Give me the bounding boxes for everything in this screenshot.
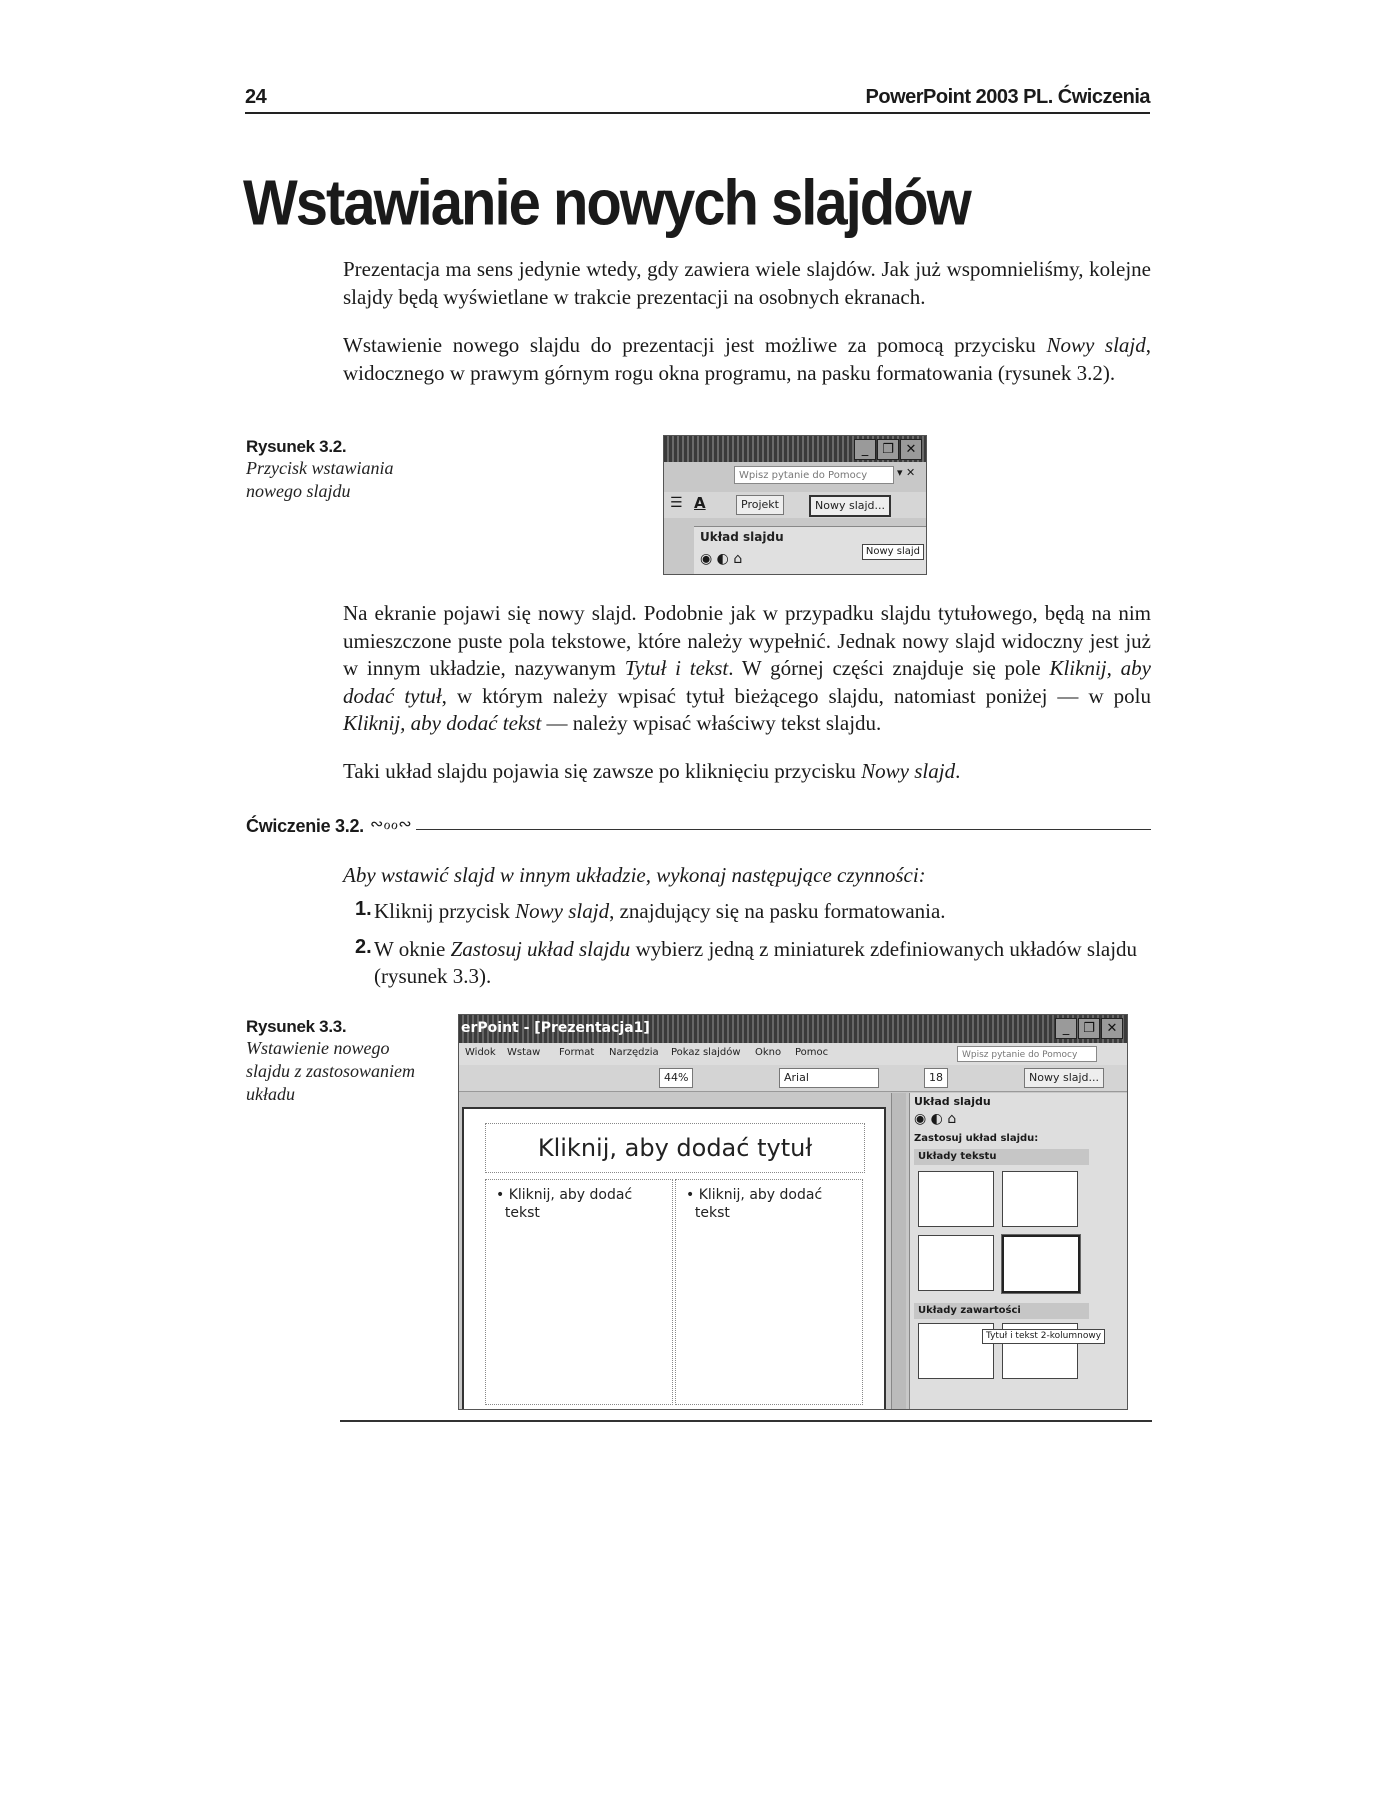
layout-thumb-title[interactable] — [918, 1171, 994, 1227]
pane-nav-icons[interactable]: ◉ ◐ ⌂ — [700, 551, 743, 567]
exercise-heading — [246, 816, 1151, 836]
layout-thumb-title-only[interactable] — [1002, 1171, 1078, 1227]
page-number: 24 — [245, 86, 267, 108]
layout-thumb-two-column[interactable] — [1002, 1235, 1080, 1293]
tooltip: Tytuł i tekst 2-kolumnowy — [982, 1329, 1105, 1344]
chapter-title: Wstawianie nowych slajdów — [243, 167, 970, 239]
toolbar — [459, 1065, 1127, 1092]
paragraph-4: Taki układ slajdu pojawia się zawsze po kliknięciu przycisku Nowy slajd. — [343, 759, 961, 783]
exercise-intro: Aby wstawić slajd w innym układzie, wykonaj następujące czynności: — [343, 863, 926, 887]
close-icon[interactable]: ✕ — [1101, 1018, 1123, 1039]
dropdown-arrow-icon[interactable]: ▾ ✕ — [897, 466, 916, 479]
exercise-steps — [355, 898, 1151, 1001]
menu-item-view[interactable]: Widok — [465, 1047, 496, 1058]
ornament-icon: ∾ℴℴ∾ — [366, 814, 416, 834]
menu-item-window[interactable]: Okno — [755, 1047, 782, 1058]
task-pane-title: Układ slajdu — [700, 530, 784, 544]
figure-3-3-caption: Wstawienie nowego slajdu z zastosowaniem układu — [246, 1038, 416, 1104]
paragraph-1: Prezentacja ma sens jedynie wtedy, gdy zawiera wiele slajdów. Jak już wspomnieliśmy, kolejne slajdy będą wyświetlane w trakcie prezentacji na osobnych ekranach. — [343, 257, 1151, 309]
step-2: 2. W oknie Zastosuj układ slajdu wybierz jedną z miniaturek zdefiniowanych układów slajdu (rysunek 3.3). — [355, 935, 1138, 988]
new-slide-button[interactable]: Nowy slajd... — [809, 495, 891, 517]
font-select[interactable]: Arial — [779, 1068, 879, 1088]
task-pane-title: Układ slajdu — [914, 1095, 991, 1108]
menu-item-tools[interactable]: Narzędzia — [609, 1047, 659, 1058]
figure-3-3-label: Rysunek 3.3. Wstawienie nowego slajdu z zastosowaniem układu — [246, 1017, 426, 1106]
layout-thumb-title-text[interactable] — [918, 1235, 994, 1291]
figure-3-2-label: Rysunek 3.2. Przycisk wstawiania nowego slajdu — [246, 437, 426, 503]
figure-3-2-caption: Przycisk wstawiania nowego slajdu — [246, 458, 394, 501]
window-titlebar — [664, 436, 926, 462]
new-slide-button[interactable]: Nowy slajd... — [1024, 1068, 1104, 1088]
window-title: erPoint - [Prezentacja1] — [461, 1020, 650, 1036]
vertical-scrollbar[interactable] — [891, 1093, 906, 1409]
font-size-select[interactable]: 18 — [924, 1068, 948, 1088]
close-icon[interactable]: ✕ — [900, 439, 922, 460]
slide-left-column-placeholder[interactable]: • Kliknij, aby dodać tekst — [485, 1179, 673, 1405]
text-layouts-group: Układy tekstu — [914, 1149, 1089, 1165]
slide-title-placeholder[interactable]: Kliknij, aby dodać tytuł — [485, 1123, 865, 1173]
minimize-icon[interactable]: _ — [1055, 1018, 1077, 1039]
design-button[interactable]: Projekt — [736, 495, 784, 515]
minimize-icon[interactable]: _ — [854, 439, 876, 460]
formatting-toolbar — [664, 492, 926, 518]
font-color-icon[interactable]: A — [694, 494, 706, 512]
content-layouts-group: Układy zawartości — [914, 1303, 1089, 1319]
paragraph-2: Wstawienie nowego slajdu do prezentacji jest możliwe za pomocą przycisku Nowy slajd, widocznego w prawym górnym rogu okna programu, na pasku formatowania (rysunek 3.2). — [343, 333, 1151, 385]
apply-layout-label: Zastosuj układ slajdu: — [914, 1133, 1039, 1144]
help-search-input[interactable]: Wpisz pytanie do Pomocy — [957, 1046, 1097, 1062]
bottom-divider — [340, 1420, 1152, 1422]
tooltip: Nowy slajd — [862, 544, 924, 560]
restore-icon[interactable]: ❐ — [1078, 1018, 1100, 1039]
slide-layout-task-pane — [909, 1093, 1127, 1409]
menu-item-help[interactable]: Pomoc — [795, 1047, 829, 1058]
slide-right-column-placeholder[interactable]: • Kliknij, aby dodać tekst — [675, 1179, 863, 1405]
menu-item-insert[interactable]: Wstaw — [507, 1047, 541, 1058]
list-icon[interactable]: ☰ — [670, 495, 683, 511]
slide-canvas — [462, 1107, 886, 1410]
window-titlebar — [459, 1015, 1127, 1043]
zoom-select[interactable]: 44% — [659, 1068, 693, 1088]
menu-item-format[interactable]: Format — [559, 1047, 595, 1058]
step-1: 1. Kliknij przycisk Nowy slajd, znajdujący się na pasku formatowania. — [355, 898, 946, 923]
figure-3-3-screenshot — [458, 1014, 1128, 1410]
paragraph-3: Na ekranie pojawi się nowy slajd. Podobnie jak w przypadku slajdu tytułowego, będą na nim umieszczone puste pola tekstowe, które należy wypełnić. Jednak nowy slajd widoczny jest już w innym układzie, nazywanym Tytuł i tekst. W górnej części znajduje się pole Kliknij, aby dodać tytuł, w którym należy wpisać tytuł bieżącego slajdu, natomiast poniżej — w polu Kliknij, aby dodać tekst — należy wpisać właściwy tekst slajdu. — [343, 601, 1151, 735]
menu-item-slideshow[interactable]: Pokaz slajdów — [671, 1047, 741, 1058]
running-header — [245, 82, 1150, 114]
exercise-label: Ćwiczenie 3.2. — [246, 816, 370, 837]
book-title: PowerPoint 2003 PL. Ćwiczenia — [865, 86, 1150, 108]
restore-icon[interactable]: ❐ — [877, 439, 899, 460]
pane-nav-icons[interactable]: ◉ ◐ ⌂ — [914, 1111, 957, 1127]
help-search-input[interactable]: Wpisz pytanie do Pomocy — [734, 466, 894, 484]
figure-3-2-screenshot — [663, 435, 927, 575]
